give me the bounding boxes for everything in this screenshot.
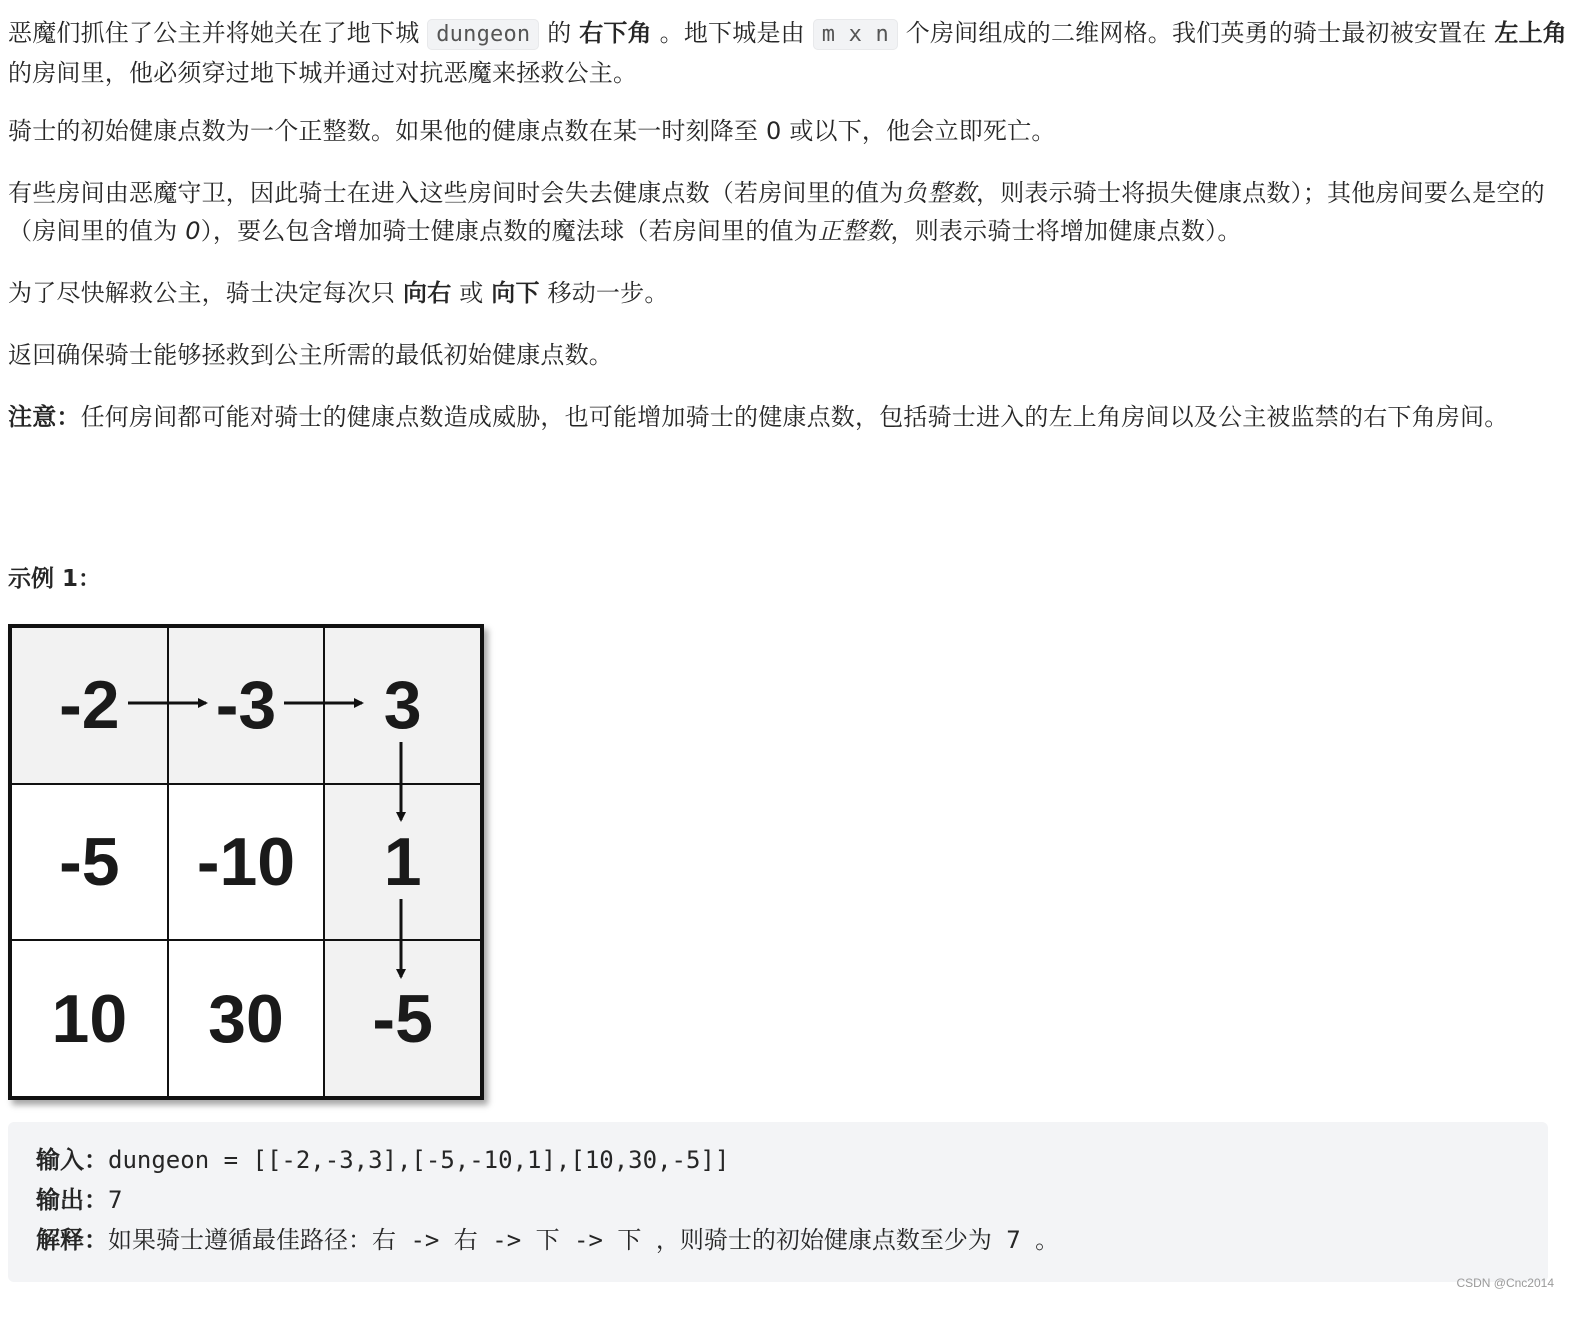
explain-label: 解释： bbox=[36, 1226, 108, 1254]
problem-paragraph-4 bbox=[8, 274, 1578, 312]
p1-text-c: 。地下城是由 bbox=[651, 19, 813, 47]
note-label: 注意： bbox=[8, 403, 81, 431]
p4-bold-right: 向右 bbox=[403, 279, 452, 307]
grid-cell-r0-c0: -2 bbox=[11, 627, 168, 784]
input-line bbox=[36, 1140, 729, 1180]
grid-cell-r2-c1: 30 bbox=[168, 940, 325, 1097]
grid-cell-r0-c1: -3 bbox=[168, 627, 325, 784]
p1-text-a: 恶魔们抓住了公主并将她关在了地下城 bbox=[8, 19, 428, 47]
dungeon-grid-figure bbox=[8, 624, 486, 1102]
grid-cell-r1-c0: -5 bbox=[11, 784, 168, 941]
p3-text-d: ，则表示骑士将增加健康点数）。 bbox=[890, 217, 1242, 245]
grid-cell-r1-c2: 1 bbox=[324, 784, 481, 941]
p4-text-b: 或 bbox=[451, 279, 492, 307]
example-title: 示例 1： bbox=[8, 566, 102, 592]
p4-text-a: 为了尽快解救公主，骑士决定每次只 bbox=[8, 279, 404, 307]
grid-cell-r1-c1: -10 bbox=[168, 784, 325, 941]
p3-text-c: ），要么包含增加骑士健康点数的魔法球（若房间里的值为 bbox=[200, 217, 818, 245]
grid-cell-r2-c0: 10 bbox=[11, 940, 168, 1097]
p3-italic-negative: 负整数 bbox=[903, 179, 977, 207]
explain-value: 如果骑士遵循最佳路径：右 -> 右 -> 下 -> 下 ，则骑士的初始健康点数至少为 7 。 bbox=[108, 1226, 1060, 1254]
problem-paragraph-1 bbox=[8, 14, 1578, 92]
input-label: 输入： bbox=[36, 1146, 108, 1174]
p1-text-b: 的 bbox=[539, 19, 580, 47]
grid-cell-r2-c2: -5 bbox=[324, 940, 481, 1097]
output-label: 输出： bbox=[36, 1186, 108, 1214]
problem-paragraph-5: 返回确保骑士能够拯救到公主所需的最低初始健康点数。 bbox=[8, 341, 613, 369]
watermark: CSDN @Cnc2014 bbox=[1456, 1276, 1554, 1290]
input-value: dungeon = [[-2,-3,3],[-5,-10,1],[10,30,-5]] bbox=[108, 1146, 730, 1174]
note-text: 任何房间都可能对骑士的健康点数造成威胁，也可能增加骑士的健康点数，包括骑士进入的左上角房间以及公主被监禁的右下角房间。 bbox=[80, 403, 1509, 431]
p3-italic-zero: 0 bbox=[185, 217, 201, 245]
problem-paragraph-6 bbox=[8, 398, 1578, 436]
p1-bold-bottom-right: 右下角 bbox=[579, 19, 652, 47]
output-value: 7 bbox=[108, 1186, 123, 1214]
example-code-block bbox=[8, 1122, 1548, 1282]
inline-code-dungeon: dungeon bbox=[427, 19, 539, 50]
grid-cell-r0-c2: 3 bbox=[324, 627, 481, 784]
output-line bbox=[36, 1180, 122, 1220]
p1-text-d: 个房间组成的二维网格。我们英勇的骑士最初被安置在 bbox=[897, 19, 1495, 47]
explain-line bbox=[36, 1220, 1059, 1260]
problem-paragraph-2: 骑士的初始健康点数为一个正整数。如果他的健康点数在某一时刻降至 0 或以下，他会立即死亡。 bbox=[8, 117, 1056, 145]
problem-paragraph-3 bbox=[8, 174, 1578, 250]
p4-text-c: 移动一步。 bbox=[539, 279, 669, 307]
p3-text-b: ，则表示骑士将损失健康点数）；其他房间要么是空的（房间里的值为 bbox=[8, 179, 1545, 245]
dungeon-grid bbox=[8, 624, 484, 1100]
p3-italic-positive: 正整数 bbox=[817, 217, 891, 245]
p1-bold-top-left: 左上角 bbox=[1494, 19, 1567, 47]
p3-text-a: 有些房间由恶魔守卫，因此骑士在进入这些房间时会失去健康点数（若房间里的值为 bbox=[8, 179, 904, 207]
p1-text-e: 的房间里，他必须穿过地下城并通过对抗恶魔来拯救公主。 bbox=[8, 59, 638, 87]
inline-code-m-x-n: m x n bbox=[813, 19, 898, 50]
p4-bold-down: 向下 bbox=[491, 279, 540, 307]
